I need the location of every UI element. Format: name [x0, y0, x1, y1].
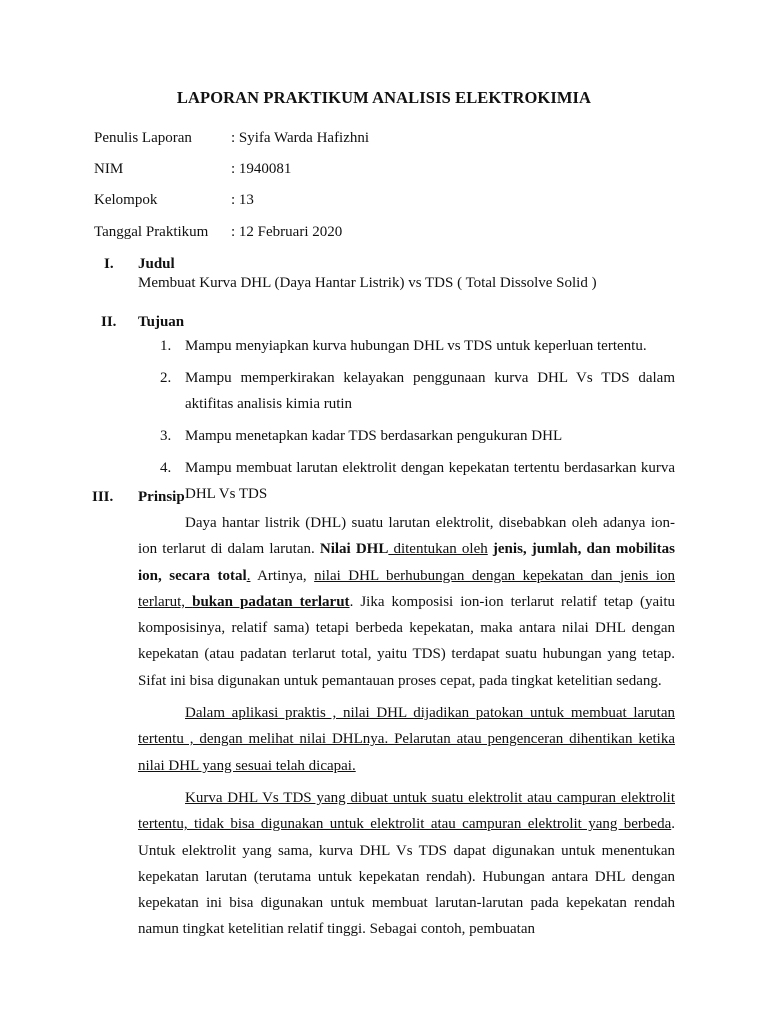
text-run: . Untuk elektrolit yang sama, kurva DHL Vs TDS dapat digunakan untuk menentukan kepekatan larutan (terutama untuk kepekatan rendah). Hubungan antara DHL dengan kepekatan ini bisa digunakan untuk membuat larutan-larutan pada kepekatan rendah namun tingkat ketelitian relatif tinggi. Sebagai contoh, pembuatan [138, 816, 675, 938]
report-title: LAPORAN PRAKTIKUM ANALISIS ELEKTROKIMIA [176, 88, 592, 107]
section-tujuan-number: II. [101, 314, 117, 330]
prinsip-paragraph-3 [138, 785, 675, 943]
list-item-text: Mampu menetapkan kadar TDS berdasarkan pengukuran DHL [185, 428, 563, 444]
prinsip-paragraph-2 [138, 700, 675, 779]
section-judul-heading: Judul [138, 256, 175, 272]
list-item-text: Mampu membuat larutan elektrolit dengan kepekatan tertentu berdasarkan kurva DHL Vs TDS [185, 460, 675, 502]
text-run: Daya hantar listrik (DHL) suatu larutan elektrolit, disebabkan oleh adanya ion-ion terlarut di dalam larutan. [138, 515, 675, 558]
text-run-bold-underlined: bukan padatan terlarut [192, 593, 350, 610]
list-item [138, 333, 675, 359]
list-item-number: 2. [160, 370, 172, 386]
text-run-underlined: nilai DHL berhubungan dengan kepekatan dan jenis ion terlarut, [138, 567, 675, 610]
prinsip-paragraph-1 [138, 510, 675, 694]
meta-kelompok-label: Kelompok [94, 192, 158, 208]
section-judul-text: Membuat Kurva DHL (Daya Hantar Listrik) vs TDS ( Total Dissolve Solid ) [138, 275, 597, 291]
text-run-underlined: Dalam aplikasi praktis , nilai DHL dijadikan patokan untuk membuat larutan tertentu , dengan melihat nilai DHLnya. Pelarutan atau pengenceran dihentikan ketika nilai DHL yang sesuai telah dicapai. [138, 705, 675, 774]
meta-nim-value: : 1940081 [231, 161, 292, 177]
meta-penulis-label: Penulis Laporan [94, 130, 192, 146]
text-run-bold: jenis, jumlah, dan mobilitas ion, secara total [138, 541, 676, 584]
meta-kelompok-value: : 13 [231, 192, 254, 208]
text-run-underlined: ditentukan oleh [388, 541, 488, 558]
text-run-underlined: . [246, 567, 251, 584]
text-run-underlined: Kurva DHL Vs TDS yang dibuat untuk suatu elektrolit atau campuran elektrolit tertentu, tidak bisa digunakan untuk elektrolit atau campuran elektrolit yang berbeda [138, 789, 675, 833]
meta-penulis-value: : Syifa Warda Hafizhni [231, 130, 370, 146]
meta-tanggal-value: : 12 Februari 2020 [231, 224, 343, 240]
list-item-number: 1. [160, 338, 172, 354]
list-item [138, 365, 675, 417]
meta-nim-label: NIM [94, 161, 124, 177]
section-judul-number: I. [104, 256, 114, 272]
list-item [138, 423, 675, 449]
section-prinsip-heading: Prinsip [138, 489, 185, 505]
list-item-number: 4. [160, 460, 172, 476]
list-item-text: Mampu menyiapkan kurva hubungan DHL vs TDS untuk keperluan tertentu. [185, 338, 647, 354]
text-run-bold: Nilai DHL [319, 541, 389, 558]
text-run: Artinya, [250, 567, 315, 584]
meta-tanggal-label: Tanggal Praktikum [94, 224, 209, 240]
section-prinsip-number: III. [92, 489, 114, 505]
tujuan-list [138, 333, 675, 513]
text-run: . Jika komposisi ion-ion terlarut relatif tetap (yaitu komposisinya, relatif sama) tetapi berbeda kepekatan, maka antara nilai DHL dengan kepekatan (atau padatan terlarut total, yaitu TDS) terdapat suatu hubungan yang tetap. Sifat ini bisa digunakan untuk pemantauan proses cepat, pada tingkat ketelitian sedang. [138, 593, 675, 689]
section-tujuan-heading: Tujuan [138, 314, 185, 330]
list-item-number: 3. [160, 428, 172, 444]
list-item [138, 455, 675, 507]
list-item-text: Mampu memperkirakan kelayakan penggunaan kurva DHL Vs TDS dalam aktifitas analisis kimia rutin [185, 370, 675, 412]
prinsip-body [138, 510, 675, 949]
